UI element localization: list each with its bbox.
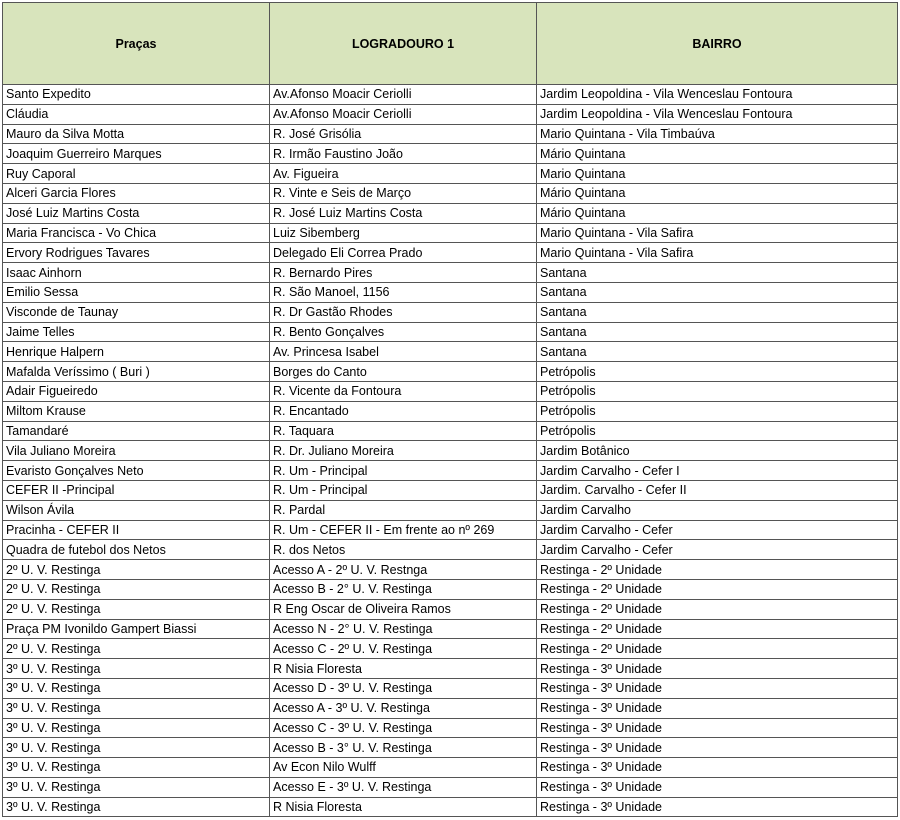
table-row bbox=[3, 104, 898, 124]
table-row bbox=[3, 381, 898, 401]
cell-praca[interactable]: José Luiz Martins Costa bbox=[3, 203, 270, 223]
header-logradouro[interactable]: LOGRADOURO 1 bbox=[270, 3, 537, 85]
cell-logradouro[interactable]: Acesso C - 2º U. V. Restinga bbox=[270, 639, 537, 659]
cell-bairro[interactable]: Santana bbox=[537, 302, 898, 322]
cell-bairro[interactable]: Petrópolis bbox=[537, 401, 898, 421]
cell-logradouro[interactable]: R. Dr. Juliano Moreira bbox=[270, 441, 537, 461]
cell-logradouro[interactable]: R. Vicente da Fontoura bbox=[270, 381, 537, 401]
table-row bbox=[3, 223, 898, 243]
cell-praca[interactable]: Jaime Telles bbox=[3, 322, 270, 342]
cell-logradouro[interactable]: Acesso E - 3º U. V. Restinga bbox=[270, 777, 537, 797]
table-row bbox=[3, 421, 898, 441]
cell-logradouro[interactable]: R. José Grisólia bbox=[270, 124, 537, 144]
cell-logradouro[interactable]: R. José Luiz Martins Costa bbox=[270, 203, 537, 223]
cell-bairro[interactable]: Jardim Carvalho - Cefer bbox=[537, 540, 898, 560]
pracas-table bbox=[2, 2, 898, 817]
cell-praca[interactable]: Emilio Sessa bbox=[3, 282, 270, 302]
cell-logradouro[interactable]: Acesso B - 3° U. V. Restinga bbox=[270, 738, 537, 758]
cell-logradouro[interactable]: Luiz Sibemberg bbox=[270, 223, 537, 243]
cell-logradouro[interactable]: Acesso C - 3º U. V. Restinga bbox=[270, 718, 537, 738]
cell-praca[interactable]: Pracinha - CEFER II bbox=[3, 520, 270, 540]
cell-bairro[interactable]: Restinga - 3º Unidade bbox=[537, 698, 898, 718]
cell-logradouro[interactable]: R. Encantado bbox=[270, 401, 537, 421]
table-row bbox=[3, 678, 898, 698]
table-row bbox=[3, 520, 898, 540]
cell-bairro[interactable]: Santana bbox=[537, 342, 898, 362]
cell-logradouro[interactable]: R. Um - Principal bbox=[270, 480, 537, 500]
table-row bbox=[3, 777, 898, 797]
table-row bbox=[3, 203, 898, 223]
cell-bairro[interactable]: Jardim. Carvalho - Cefer II bbox=[537, 480, 898, 500]
cell-bairro[interactable]: Mario Quintana - Vila Timbaúva bbox=[537, 124, 898, 144]
cell-bairro[interactable]: Jardim Botânico bbox=[537, 441, 898, 461]
cell-logradouro[interactable]: Av Econ Nilo Wulff bbox=[270, 758, 537, 778]
cell-praca[interactable]: 3º U. V. Restinga bbox=[3, 718, 270, 738]
cell-bairro[interactable]: Santana bbox=[537, 282, 898, 302]
table-row bbox=[3, 540, 898, 560]
table-row bbox=[3, 758, 898, 778]
cell-praca[interactable]: Praça PM Ivonildo Gampert Biassi bbox=[3, 619, 270, 639]
cell-praca[interactable]: Quadra de futebol dos Netos bbox=[3, 540, 270, 560]
cell-logradouro[interactable]: Acesso A - 3º U. V. Restinga bbox=[270, 698, 537, 718]
table-row bbox=[3, 698, 898, 718]
table-row bbox=[3, 243, 898, 263]
table-row bbox=[3, 579, 898, 599]
table-row bbox=[3, 183, 898, 203]
cell-praca[interactable]: Ervory Rodrigues Tavares bbox=[3, 243, 270, 263]
cell-logradouro[interactable]: Delegado Eli Correa Prado bbox=[270, 243, 537, 263]
cell-praca[interactable]: 3º U. V. Restinga bbox=[3, 777, 270, 797]
cell-bairro[interactable]: Restinga - 2º Unidade bbox=[537, 639, 898, 659]
cell-praca[interactable]: 2º U. V. Restinga bbox=[3, 639, 270, 659]
cell-bairro[interactable]: Restinga - 3º Unidade bbox=[537, 797, 898, 817]
cell-praca[interactable]: Santo Expedito bbox=[3, 85, 270, 105]
cell-bairro[interactable]: Restinga - 2º Unidade bbox=[537, 599, 898, 619]
cell-bairro[interactable]: Jardim Leopoldina - Vila Wenceslau Fontoura bbox=[537, 85, 898, 105]
cell-praca[interactable]: 3º U. V. Restinga bbox=[3, 797, 270, 817]
cell-logradouro[interactable]: Borges do Canto bbox=[270, 362, 537, 382]
cell-praca[interactable]: Vila Juliano Moreira bbox=[3, 441, 270, 461]
cell-bairro[interactable]: Jardim Carvalho - Cefer bbox=[537, 520, 898, 540]
cell-logradouro[interactable]: R. Um - Principal bbox=[270, 461, 537, 481]
cell-bairro[interactable]: Petrópolis bbox=[537, 381, 898, 401]
table-row bbox=[3, 164, 898, 184]
cell-praca[interactable]: CEFER II -Principal bbox=[3, 480, 270, 500]
cell-bairro[interactable]: Petrópolis bbox=[537, 362, 898, 382]
cell-logradouro[interactable]: R. Pardal bbox=[270, 500, 537, 520]
cell-praca[interactable]: Joaquim Guerreiro Marques bbox=[3, 144, 270, 164]
cell-bairro[interactable]: Mário Quintana bbox=[537, 183, 898, 203]
cell-logradouro[interactable]: R. dos Netos bbox=[270, 540, 537, 560]
cell-bairro[interactable]: Jardim Carvalho bbox=[537, 500, 898, 520]
cell-bairro[interactable]: Restinga - 3º Unidade bbox=[537, 678, 898, 698]
header-row bbox=[3, 3, 898, 85]
cell-bairro[interactable]: Mário Quintana bbox=[537, 203, 898, 223]
cell-praca[interactable]: Wilson Ávila bbox=[3, 500, 270, 520]
cell-logradouro[interactable]: Av.Afonso Moacir Ceriolli bbox=[270, 85, 537, 105]
cell-logradouro[interactable]: R. Um - CEFER II - Em frente ao nº 269 bbox=[270, 520, 537, 540]
cell-bairro[interactable]: Restinga - 3º Unidade bbox=[537, 758, 898, 778]
table-row bbox=[3, 619, 898, 639]
cell-praca[interactable]: 3º U. V. Restinga bbox=[3, 698, 270, 718]
table-row bbox=[3, 85, 898, 105]
table-row bbox=[3, 797, 898, 817]
table-row bbox=[3, 401, 898, 421]
cell-bairro[interactable]: Restinga - 2º Unidade bbox=[537, 579, 898, 599]
table-row bbox=[3, 144, 898, 164]
cell-bairro[interactable]: Mario Quintana - Vila Safira bbox=[537, 223, 898, 243]
table-row bbox=[3, 322, 898, 342]
cell-logradouro[interactable]: R. Bento Gonçalves bbox=[270, 322, 537, 342]
cell-bairro[interactable]: Mario Quintana bbox=[537, 164, 898, 184]
cell-bairro[interactable]: Santana bbox=[537, 322, 898, 342]
table-row bbox=[3, 441, 898, 461]
cell-praca[interactable]: Mafalda Veríssimo ( Buri ) bbox=[3, 362, 270, 382]
cell-logradouro[interactable]: Av. Princesa Isabel bbox=[270, 342, 537, 362]
table-row bbox=[3, 461, 898, 481]
cell-praca[interactable]: Evaristo Gonçalves Neto bbox=[3, 461, 270, 481]
cell-praca[interactable]: Visconde de Taunay bbox=[3, 302, 270, 322]
table-row bbox=[3, 362, 898, 382]
table-row bbox=[3, 500, 898, 520]
table-row bbox=[3, 659, 898, 679]
cell-bairro[interactable]: Restinga - 2º Unidade bbox=[537, 560, 898, 580]
cell-bairro[interactable]: Mário Quintana bbox=[537, 144, 898, 164]
cell-logradouro[interactable]: R Nisia Floresta bbox=[270, 659, 537, 679]
table-body bbox=[3, 85, 898, 817]
cell-logradouro[interactable]: Acesso D - 3º U. V. Restinga bbox=[270, 678, 537, 698]
cell-praca[interactable]: Mauro da Silva Motta bbox=[3, 124, 270, 144]
cell-praca[interactable]: 3º U. V. Restinga bbox=[3, 738, 270, 758]
table-row bbox=[3, 263, 898, 283]
cell-bairro[interactable]: Santana bbox=[537, 263, 898, 283]
cell-praca[interactable]: Miltom Krause bbox=[3, 401, 270, 421]
cell-bairro[interactable]: Restinga - 3º Unidade bbox=[537, 718, 898, 738]
cell-praca[interactable]: 2º U. V. Restinga bbox=[3, 560, 270, 580]
cell-praca[interactable]: Adair Figueiredo bbox=[3, 381, 270, 401]
cell-bairro[interactable]: Restinga - 2º Unidade bbox=[537, 619, 898, 639]
cell-logradouro[interactable]: Acesso A - 2º U. V. Restnga bbox=[270, 560, 537, 580]
cell-bairro[interactable]: Restinga - 3º Unidade bbox=[537, 659, 898, 679]
cell-praca[interactable]: Tamandaré bbox=[3, 421, 270, 441]
cell-praca[interactable]: Cláudia bbox=[3, 104, 270, 124]
cell-logradouro[interactable]: R Nisia Floresta bbox=[270, 797, 537, 817]
cell-praca[interactable]: 3º U. V. Restinga bbox=[3, 758, 270, 778]
cell-praca[interactable]: 2º U. V. Restinga bbox=[3, 579, 270, 599]
table-row bbox=[3, 342, 898, 362]
cell-bairro[interactable]: Restinga - 3º Unidade bbox=[537, 738, 898, 758]
cell-logradouro[interactable]: Acesso N - 2° U. V. Restinga bbox=[270, 619, 537, 639]
cell-praca[interactable]: 3º U. V. Restinga bbox=[3, 659, 270, 679]
table-row bbox=[3, 718, 898, 738]
header-bairro[interactable]: BAIRRO bbox=[537, 3, 898, 85]
cell-logradouro[interactable]: R. São Manoel, 1156 bbox=[270, 282, 537, 302]
cell-praca[interactable]: Maria Francisca - Vo Chica bbox=[3, 223, 270, 243]
table-row bbox=[3, 560, 898, 580]
cell-praca[interactable]: 3º U. V. Restinga bbox=[3, 678, 270, 698]
table-row bbox=[3, 639, 898, 659]
cell-logradouro[interactable]: R Eng Oscar de Oliveira Ramos bbox=[270, 599, 537, 619]
table-row bbox=[3, 124, 898, 144]
cell-logradouro[interactable]: Acesso B - 2° U. V. Restinga bbox=[270, 579, 537, 599]
table-row bbox=[3, 599, 898, 619]
cell-praca[interactable]: Ruy Caporal bbox=[3, 164, 270, 184]
cell-logradouro[interactable]: R. Irmão Faustino João bbox=[270, 144, 537, 164]
cell-praca[interactable]: 2º U. V. Restinga bbox=[3, 599, 270, 619]
cell-praca[interactable]: Alceri Garcia Flores bbox=[3, 183, 270, 203]
cell-logradouro[interactable]: R. Dr Gastão Rhodes bbox=[270, 302, 537, 322]
cell-logradouro[interactable]: R. Bernardo Pires bbox=[270, 263, 537, 283]
header-pracas[interactable]: Praças bbox=[3, 3, 270, 85]
cell-bairro[interactable]: Jardim Carvalho - Cefer I bbox=[537, 461, 898, 481]
cell-bairro[interactable]: Jardim Leopoldina - Vila Wenceslau Fontoura bbox=[537, 104, 898, 124]
table-row bbox=[3, 480, 898, 500]
cell-bairro[interactable]: Petrópolis bbox=[537, 421, 898, 441]
table-row bbox=[3, 282, 898, 302]
table-row bbox=[3, 738, 898, 758]
cell-bairro[interactable]: Restinga - 3º Unidade bbox=[537, 777, 898, 797]
cell-praca[interactable]: Henrique Halpern bbox=[3, 342, 270, 362]
cell-logradouro[interactable]: R. Taquara bbox=[270, 421, 537, 441]
cell-logradouro[interactable]: Av. Figueira bbox=[270, 164, 537, 184]
cell-praca[interactable]: Isaac Ainhorn bbox=[3, 263, 270, 283]
cell-bairro[interactable]: Mario Quintana - Vila Safira bbox=[537, 243, 898, 263]
table-row bbox=[3, 302, 898, 322]
cell-logradouro[interactable]: R. Vinte e Seis de Março bbox=[270, 183, 537, 203]
cell-logradouro[interactable]: Av.Afonso Moacir Ceriolli bbox=[270, 104, 537, 124]
